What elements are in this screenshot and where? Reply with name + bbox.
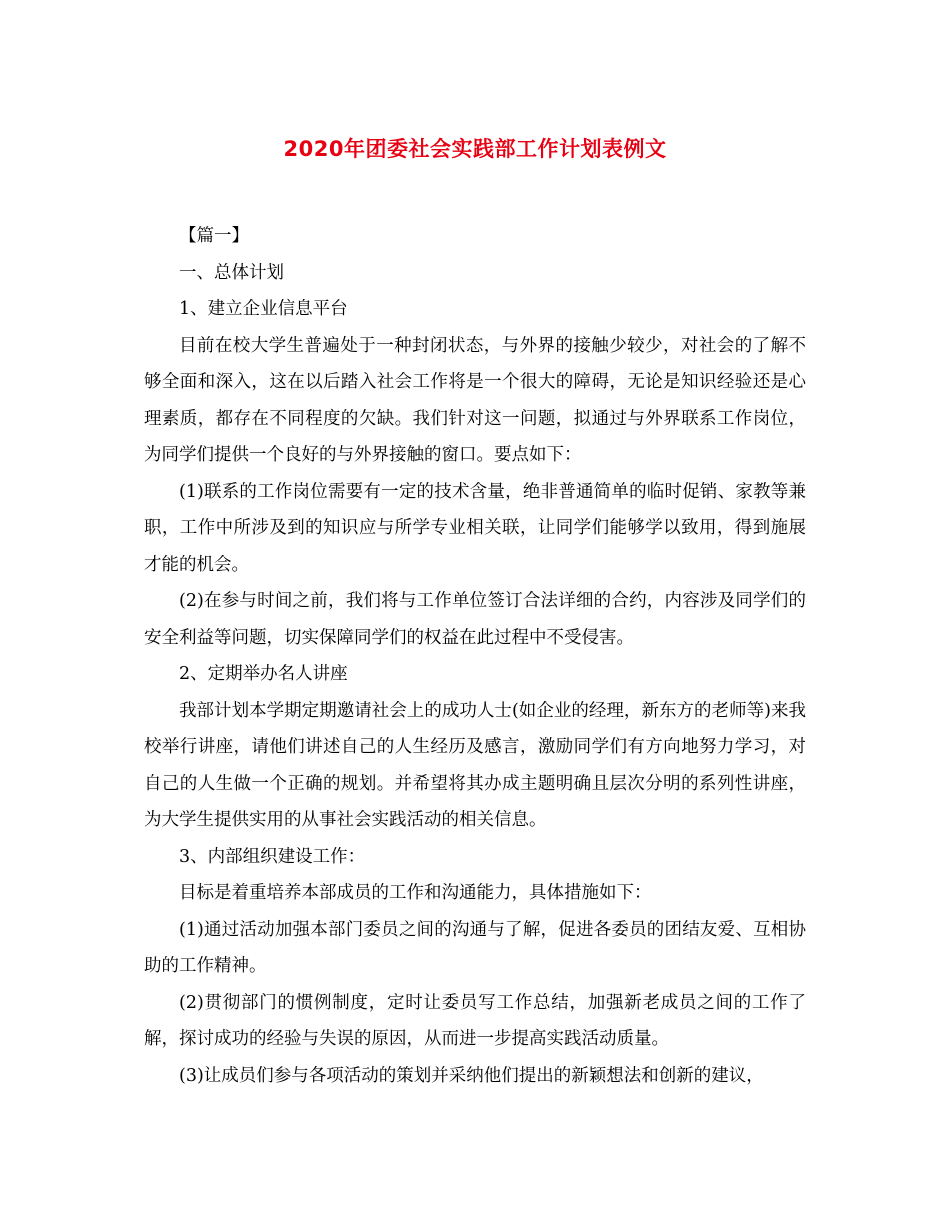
section-heading: 一、总体计划 (179, 262, 284, 283)
paragraph: 我部计划本学期定期邀请社会上的成功人士(如企业的经理，新东方的老师等)来我校举行讲座，请他们讲述自己的人生经历及感言，激励同学们有方向地努力学习，对自己的人生做一个正确的规划。并希望将其办成主题明确且层次分明的系列性讲座，为大学生提供实用的从事社会实践活动的相关信息。 (144, 700, 806, 830)
document-title: 2020年团委社会实践部工作计划表例文 (283, 137, 667, 161)
paragraph: 目前在校大学生普遍处于一种封闭状态，与外界的接触少较少，对社会的了解不够全面和深入，这在以后踏入社会工作将是一个很大的障碍，无论是知识经验还是心理素质，都存在不同程度的欠缺。我们针对这一问题，拟通过与外界联系工作岗位，为同学们提供一个良好的与外界接触的窗口。要点如下： (144, 335, 806, 465)
subsection-heading: 2、定期举办名人讲座 (179, 664, 348, 684)
subsection-heading: 3、内部组织建设工作： (179, 846, 366, 867)
paragraph: (3)让成员们参与各项活动的策划并采纳他们提出的新颖想法和创新的建议， (179, 1065, 764, 1086)
paragraph: (1)联系的工作岗位需要有一定的技术含量，绝非普通简单的临时促销、家教等兼职，工作中所涉及到的知识应与所学专业相关联，让同学们能够学以致用，得到施展才能的机会。 (144, 481, 806, 575)
paragraph: (1)通过活动加强本部门委员之间的沟通与了解，促进各委员的团结友爱、互相协助的工作精神。 (144, 919, 806, 976)
paragraph: (2)在参与时间之前，我们将与工作单位签订合法详细的合约，内容涉及同学们的安全利益等问题，切实保障同学们的权益在此过程中不受侵害。 (144, 591, 806, 648)
paragraph: (2)贯彻部门的惯例制度，定时让委员写工作总结，加强新老成员之间的工作了解，探讨成功的经验与失误的原因，从而进一步提高实践活动质量。 (144, 992, 806, 1049)
section-heading: 【篇一】 (179, 226, 249, 246)
subsection-heading: 1、建立企业信息平台 (179, 299, 348, 319)
paragraph: 目标是着重培养本部成员的工作和沟通能力，具体措施如下： (179, 883, 652, 903)
document-body (144, 218, 806, 1094)
